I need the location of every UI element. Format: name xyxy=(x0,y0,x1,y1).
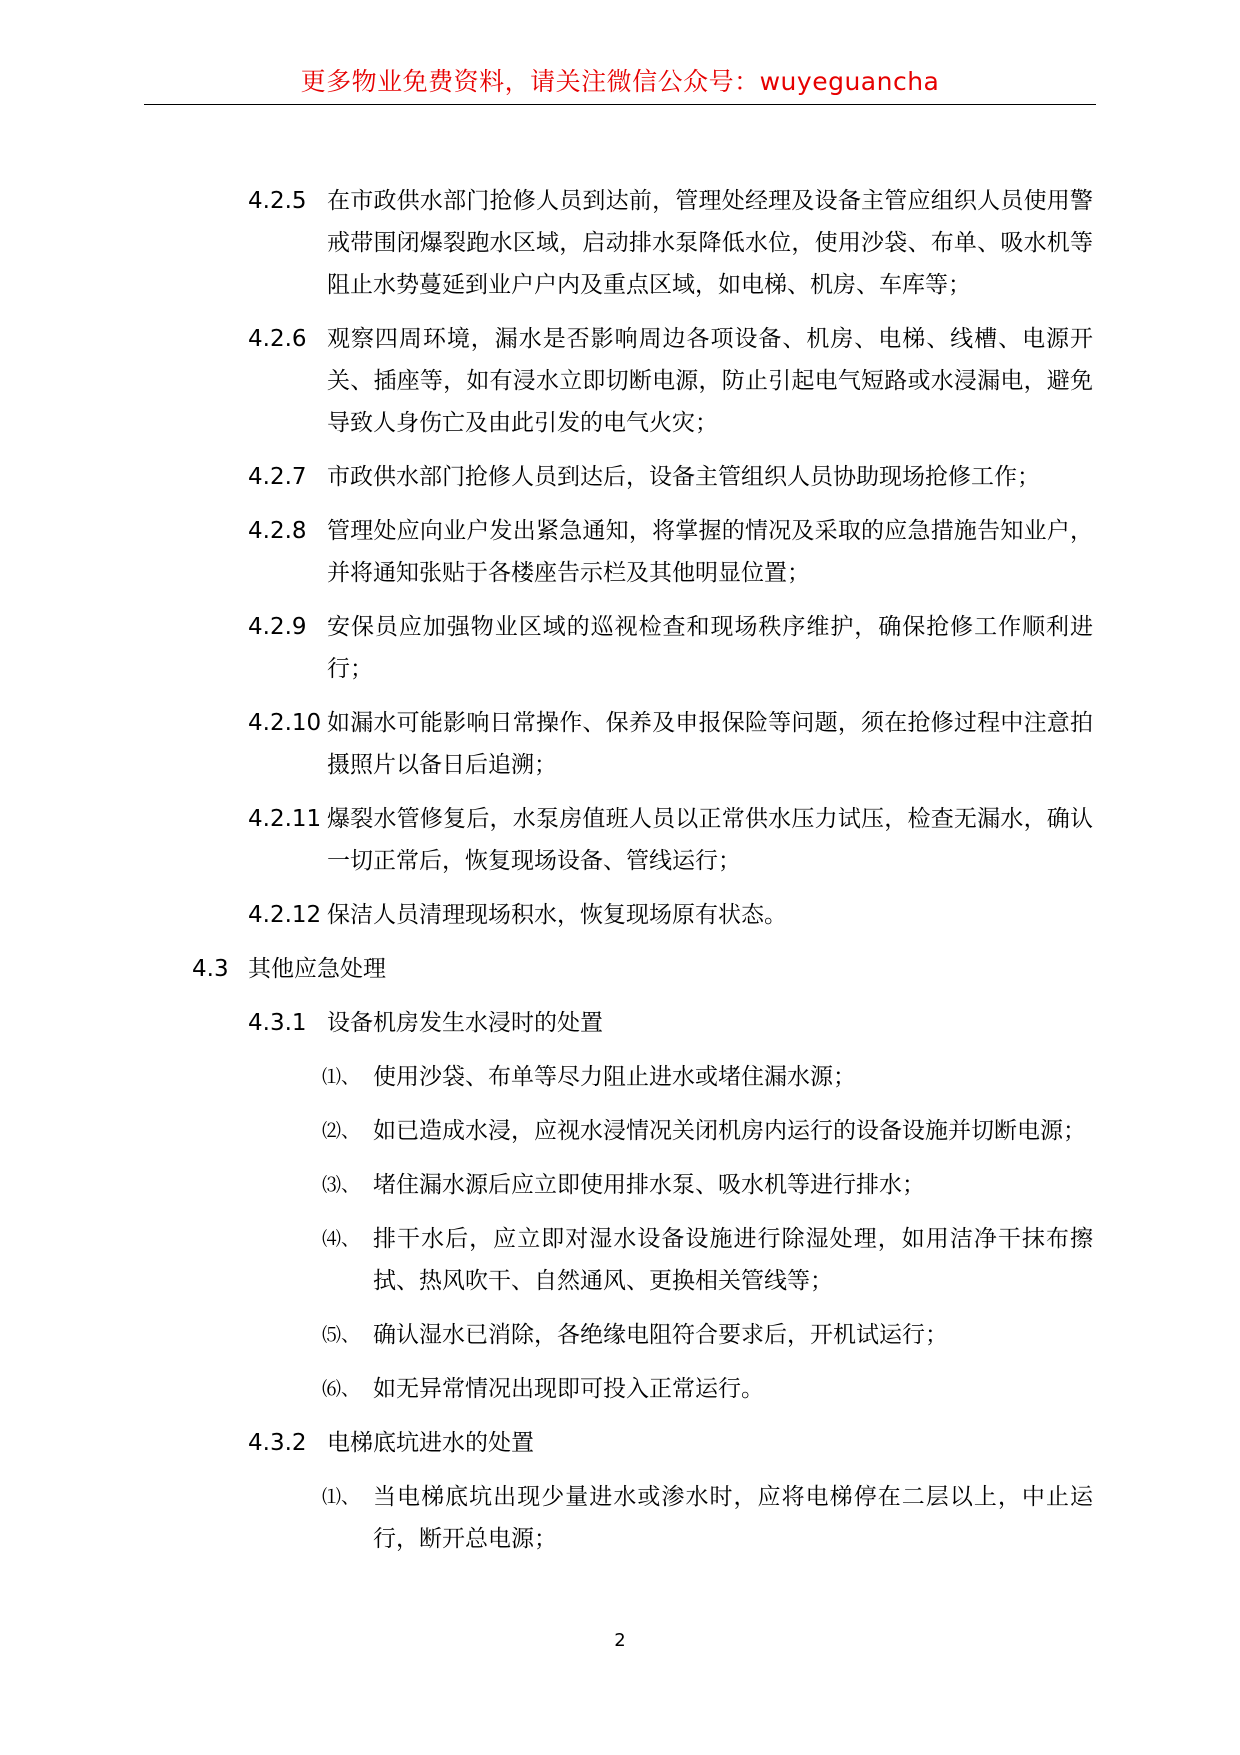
clause-number: 4.2.12 xyxy=(248,902,322,928)
clause-text: 使用沙袋、布单等尽力阻止进水或堵住漏水源； xyxy=(373,1064,856,1090)
clause-number: ⑴、 xyxy=(322,1066,361,1088)
list-item xyxy=(0,1476,1240,1560)
list-item xyxy=(0,1218,1240,1302)
clause-text: 爆裂水管修复后，水泵房值班人员以正常供水压力试压，检查无漏水，确认一切正常后，恢复现场设备、管线运行； xyxy=(327,806,1093,874)
clause-item xyxy=(0,180,1240,306)
clause-number: 4.2.9 xyxy=(248,614,307,640)
clause-text: 保洁人员清理现场积水，恢复现场原有状态。 xyxy=(327,902,787,928)
clause-item xyxy=(0,894,1240,936)
clause-number: ⑸、 xyxy=(322,1324,361,1346)
clause-number: ⑷、 xyxy=(322,1228,361,1250)
clause-text: 其他应急处理 xyxy=(248,956,386,982)
header-watermark-text: 更多物业免费资料，请关注微信公众号：wuyeguancha xyxy=(300,67,940,96)
clause-item xyxy=(0,1422,1240,1464)
clause-number: 4.2.11 xyxy=(248,806,322,832)
clause-text: 市政供水部门抢修人员到达后，设备主管组织人员协助现场抢修工作； xyxy=(327,464,1040,490)
clause-text: 排干水后，应立即对湿水设备设施进行除湿处理，如用洁净干抹布擦拭、热风吹干、自然通风、更换相关管线等； xyxy=(373,1226,1093,1294)
clause-number: 4.2.7 xyxy=(248,464,307,490)
clause-item xyxy=(0,798,1240,882)
clause-item xyxy=(0,606,1240,690)
list-item xyxy=(0,1368,1240,1410)
clause-text: 当电梯底坑出现少量进水或渗水时，应将电梯停在二层以上，中止运行，断开总电源； xyxy=(373,1484,1093,1552)
clause-text: 如无异常情况出现即可投入正常运行。 xyxy=(373,1376,764,1402)
clause-number: 4.3.2 xyxy=(248,1430,307,1456)
list-item xyxy=(0,1164,1240,1206)
list-item xyxy=(0,1056,1240,1098)
clause-item xyxy=(0,702,1240,786)
clause-number: ⑹、 xyxy=(322,1378,361,1400)
clause-text: 安保员应加强物业区域的巡视检查和现场秩序维护，确保抢修工作顺利进行； xyxy=(327,614,1093,682)
clause-text: 管理处应向业户发出紧急通知，将掌握的情况及采取的应急措施告知业户，并将通知张贴于各楼座告示栏及其他明显位置； xyxy=(327,518,1093,586)
list-item xyxy=(0,1110,1240,1152)
clause-text: 在市政供水部门抢修人员到达前，管理处经理及设备主管应组织人员使用警戒带围闭爆裂跑水区域，启动排水泵降低水位，使用沙袋、布单、吸水机等阻止水势蔓延到业户户内及重点区域，如电梯、机房、车库等； xyxy=(327,188,1093,298)
clause-number: 4.2.6 xyxy=(248,326,307,352)
clause-text: 观察四周环境，漏水是否影响周边各项设备、机房、电梯、线槽、电源开关、插座等，如有浸水立即切断电源，防止引起电气短路或水浸漏电，避免导致人身伤亡及由此引发的电气火灾； xyxy=(327,326,1093,436)
clause-text: 确认湿水已消除，各绝缘电阻符合要求后，开机试运行； xyxy=(373,1322,948,1348)
list-item xyxy=(0,1314,1240,1356)
clause-text: 电梯底坑进水的处置 xyxy=(327,1430,534,1456)
clause-text: 如已造成水浸，应视水浸情况关闭机房内运行的设备设施并切断电源； xyxy=(373,1118,1086,1144)
clause-number: 4.2.10 xyxy=(248,710,322,736)
document-body xyxy=(0,180,1240,1572)
clause-number: ⑶、 xyxy=(322,1174,361,1196)
clause-item xyxy=(0,1002,1240,1044)
clause-item xyxy=(0,510,1240,594)
clause-number: ⑵、 xyxy=(322,1120,361,1142)
header-divider xyxy=(144,104,1096,105)
page-number: 2 xyxy=(614,1630,626,1651)
clause-number: 4.2.8 xyxy=(248,518,307,544)
clause-number: ⑴、 xyxy=(322,1486,361,1508)
clause-number: 4.2.5 xyxy=(248,188,307,214)
clause-item xyxy=(0,456,1240,498)
clause-text: 设备机房发生水浸时的处置 xyxy=(327,1010,603,1036)
clause-item xyxy=(0,318,1240,444)
clause-number: 4.3 xyxy=(192,956,229,982)
section-heading xyxy=(0,948,1240,990)
clause-number: 4.3.1 xyxy=(248,1010,307,1036)
clause-text: 堵住漏水源后应立即使用排水泵、吸水机等进行排水； xyxy=(373,1172,925,1198)
clause-text: 如漏水可能影响日常操作、保养及申报保险等问题，须在抢修过程中注意拍摄照片以备日后追溯； xyxy=(327,710,1093,778)
